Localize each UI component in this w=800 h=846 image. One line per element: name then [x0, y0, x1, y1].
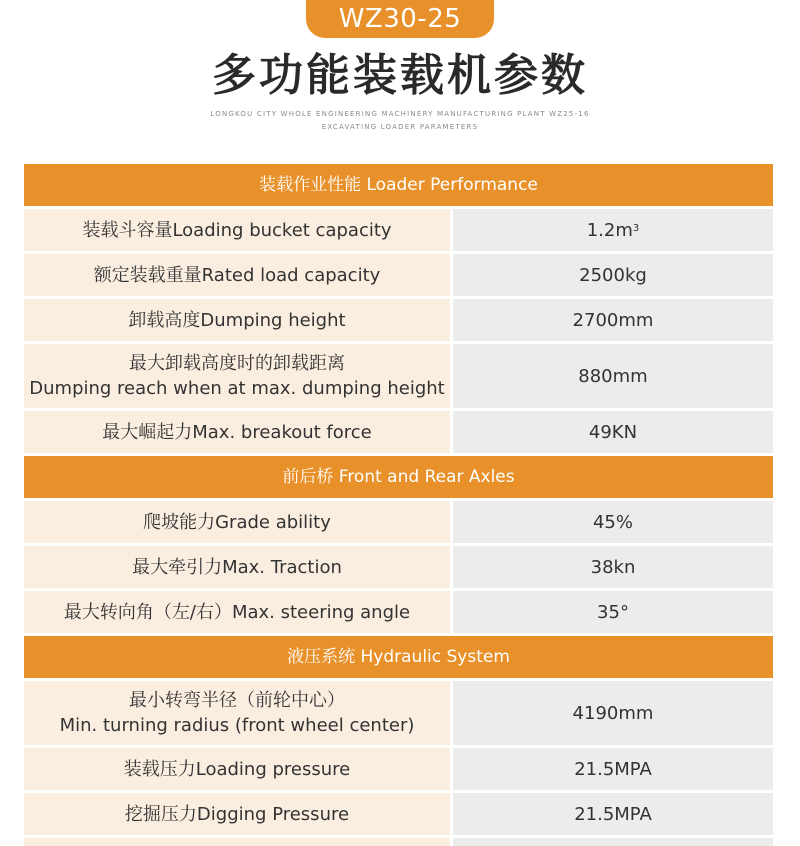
param-label: 额定装载重量Rated load capacity	[24, 254, 450, 296]
param-value-empty	[453, 838, 773, 846]
table-row	[24, 209, 773, 251]
table-row	[24, 681, 773, 745]
param-label	[24, 344, 450, 408]
section-header-axles: 前后桥 Front and Rear Axles	[24, 456, 773, 498]
superscript: 3	[632, 222, 640, 234]
subtitle-line-2: EXCAVATING LOADER PARAMETERS	[321, 123, 479, 131]
param-label: 最大转向角（左/右）Max. steering angle	[24, 591, 450, 633]
param-value: 38kn	[453, 546, 773, 588]
param-label	[24, 681, 450, 745]
table-row	[24, 501, 773, 543]
param-value: 2700mm	[453, 299, 773, 341]
table-row	[24, 344, 773, 408]
table-row-partial	[24, 838, 773, 846]
param-value	[453, 209, 773, 251]
section-header-hydraulic: 液压系统 Hydraulic System	[24, 636, 773, 678]
param-label-cn: 最小转弯半径（前轮中心）	[129, 690, 345, 711]
param-label-en: Dumping reach when at max. dumping height	[29, 378, 445, 399]
param-value: 35°	[453, 591, 773, 633]
param-label: 挖掘压力Digging Pressure	[24, 793, 450, 835]
param-value: 21.5MPA	[453, 793, 773, 835]
param-label: 最大牵引力Max. Traction	[24, 546, 450, 588]
param-label-empty	[24, 838, 450, 846]
section-header-loader-performance: 装载作业性能 Loader Performance	[24, 164, 773, 206]
param-value-text: 1.2m	[586, 219, 633, 241]
table-row	[24, 591, 773, 633]
param-label: 装载斗容量Loading bucket capacity	[24, 209, 450, 251]
table-row	[24, 546, 773, 588]
subtitle-line-1: LONGKOU CITY WHOLE ENGINEERING MACHINERY MANUFACTURING PLANT WZ25-16	[210, 110, 590, 118]
param-label: 装载压力Loading pressure	[24, 748, 450, 790]
param-value: 49KN	[453, 411, 773, 453]
page-title: 多功能装载机参数	[212, 50, 588, 101]
table-row	[24, 299, 773, 341]
param-label-cn: 最大卸载高度时的卸载距离	[129, 353, 345, 374]
model-badge: WZ30-25	[306, 0, 494, 38]
param-label: 最大崛起力Max. breakout force	[24, 411, 450, 453]
parameter-table	[24, 164, 773, 846]
param-label: 卸载高度Dumping height	[24, 299, 450, 341]
table-row	[24, 748, 773, 790]
param-value: 4190mm	[453, 681, 773, 745]
param-value: 2500kg	[453, 254, 773, 296]
table-row	[24, 793, 773, 835]
table-row	[24, 254, 773, 296]
param-label: 爬坡能力Grade ability	[24, 501, 450, 543]
param-value: 880mm	[453, 344, 773, 408]
param-label-en: Min. turning radius (front wheel center)	[59, 715, 415, 736]
param-value: 45%	[453, 501, 773, 543]
param-value: 21.5MPA	[453, 748, 773, 790]
table-row	[24, 411, 773, 453]
